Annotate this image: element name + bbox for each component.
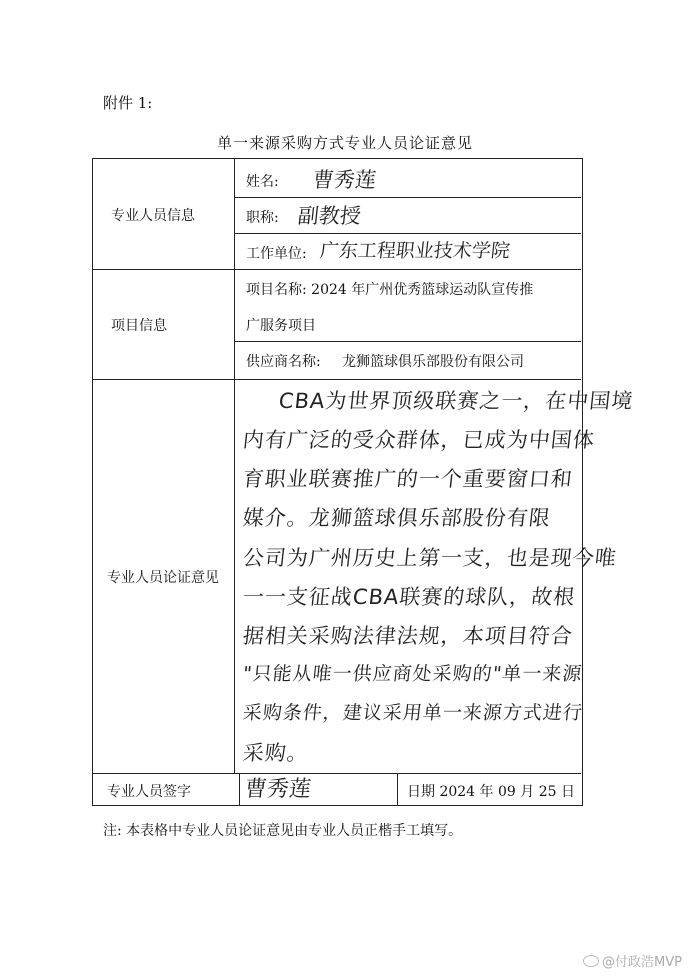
title-label: 职称: xyxy=(246,210,279,226)
opinion-line: 公司为广州历史上第一支，也是现今唯 xyxy=(241,546,619,570)
attachment-label: 附件 1: xyxy=(103,94,153,112)
signature-handwritten: 曹秀莲 xyxy=(243,777,313,802)
supplier-value: 龙狮篮球俱乐部股份有限公司 xyxy=(342,354,524,370)
sub-row-divider xyxy=(234,233,581,234)
opinion-line: 育职业联赛推广的一个重要窗口和 xyxy=(241,467,575,491)
column-divider xyxy=(397,773,398,805)
supplier-label: 供应商名称: xyxy=(246,354,321,370)
project-name-line2: 广服务项目 xyxy=(246,318,316,334)
employer-handwritten: 广东工程职业技术学院 xyxy=(318,240,512,262)
opinion-line: 内有广泛的受众群体，已成为中国体 xyxy=(241,428,597,452)
watermark xyxy=(583,951,682,970)
project-name-line1: 项目名称: 2024 年广州优秀篮球运动队宣传推 xyxy=(246,282,534,298)
opinion-line: 媒介。龙狮篮球俱乐部股份有限 xyxy=(241,506,553,530)
project-info-label: 项目信息 xyxy=(111,318,167,334)
opinion-line: "只能从唯一供应商处采购的"单一来源 xyxy=(241,663,584,685)
sub-row-divider xyxy=(234,197,581,198)
row-divider xyxy=(93,269,581,270)
sub-row-divider xyxy=(234,341,581,342)
form-title: 单一来源采购方式专业人员论证意见 xyxy=(216,134,473,152)
footnote: 注: 本表格中专业人员论证意见由专业人员正楷手工填写。 xyxy=(103,823,463,839)
opinion-line: 采购。 xyxy=(241,741,311,765)
employer-label: 工作单位: xyxy=(246,246,307,262)
column-divider xyxy=(234,159,235,773)
title-handwritten: 副教授 xyxy=(296,204,363,228)
watermark-text: @付政浩MVP xyxy=(602,955,682,970)
row-divider xyxy=(93,773,581,774)
signature-label: 专业人员签字 xyxy=(107,784,191,800)
column-divider xyxy=(239,773,240,805)
opinion-line: 据相关采购法律法规，本项目符合 xyxy=(241,624,575,648)
opinion-line: 一一支征战CBA联赛的球队，故根 xyxy=(241,585,577,609)
row-divider xyxy=(93,379,581,380)
expert-info-label: 专业人员信息 xyxy=(111,208,195,224)
name-label: 姓名: xyxy=(246,174,279,190)
date-text: 日期 2024 年 09 月 25 日 xyxy=(407,784,575,800)
review-form xyxy=(92,158,635,806)
opinion-line: CBA为世界顶级联赛之一，在中国境 xyxy=(277,389,635,413)
weibo-eye-icon xyxy=(583,955,599,967)
opinion-line: 采购条件，建议采用单一来源方式进行 xyxy=(241,702,585,724)
name-handwritten: 曹秀莲 xyxy=(311,168,378,192)
opinion-label: 专业人员论证意见 xyxy=(107,570,219,586)
